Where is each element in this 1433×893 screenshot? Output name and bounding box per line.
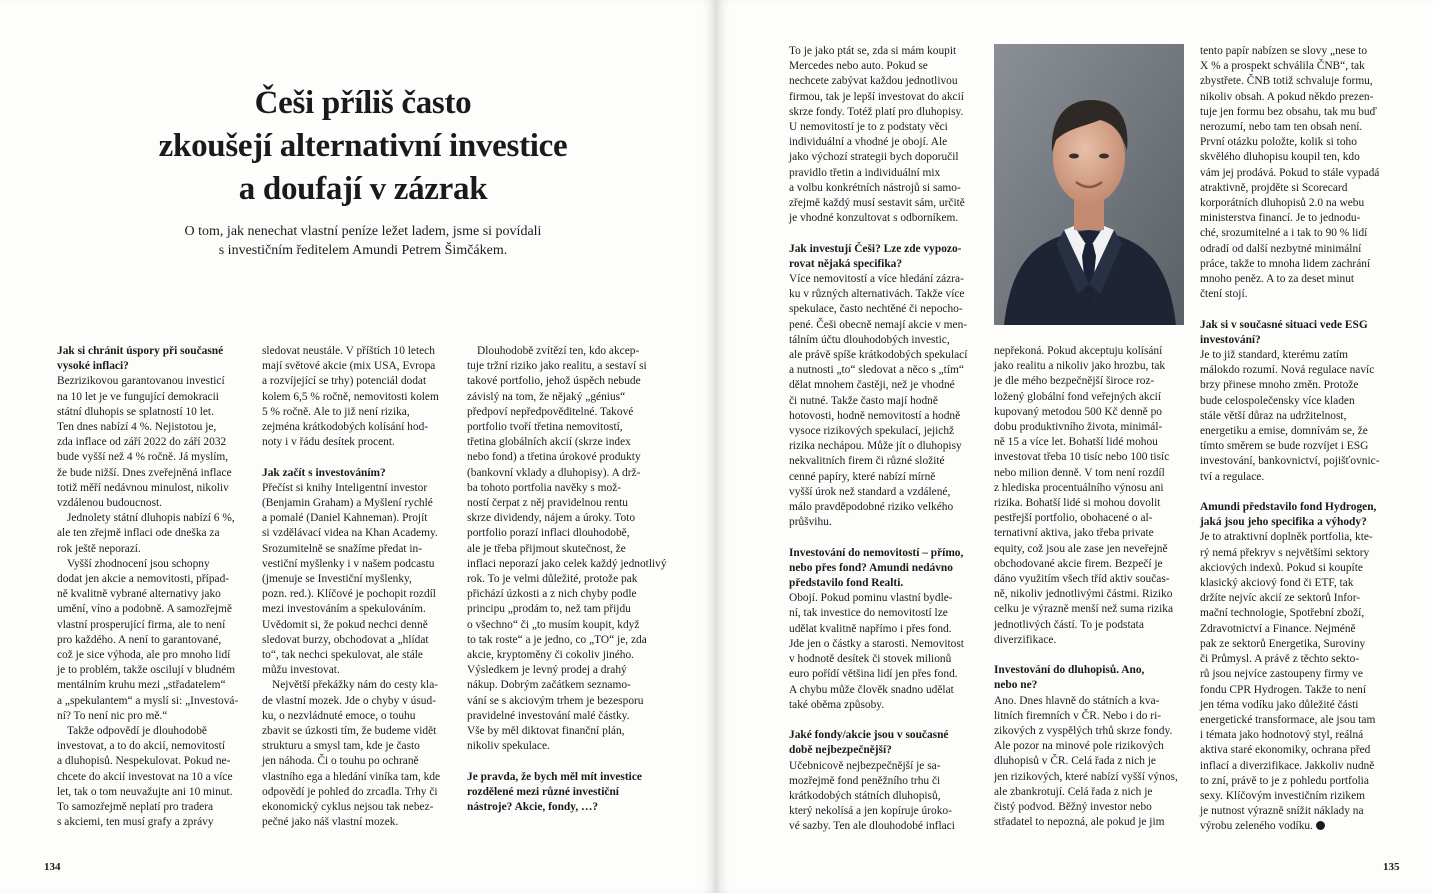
text-line: Ten dnes nabízí 4 %. Nejistotou je, (57, 421, 217, 434)
text-line: je dle mého bezpečnější široce roz- (994, 375, 1155, 388)
text-column-6 (1200, 44, 1388, 835)
text-line: zikových z vyspělých trhů skrze fondy. (994, 725, 1173, 738)
text-line: mační technologie, Spotřební zboží, (1200, 607, 1365, 620)
text-line: střadatel to nepozná, ale pokud je jim (994, 816, 1165, 829)
text-line: investování? (1200, 333, 1261, 346)
text-line: čistý podvod. Běžný investor nebo (994, 801, 1152, 814)
text-line: Výsledkem je levný prodej a drahý (467, 664, 627, 677)
text-line: Jaké fondy/akcie jsou v současné (789, 729, 949, 742)
text-line: rok. To je velmi důležité, protože pak (467, 573, 638, 586)
paragraph-spacer (994, 648, 1182, 663)
text-line: dobu produktivního života, minimál- (994, 421, 1163, 434)
text-line: pečné jako náš vlastní mozek. (262, 816, 399, 829)
text-line: i témata jako hodnotový styl, reálná (1200, 729, 1364, 742)
text-line: nekvalitních firem či různé složité (789, 455, 945, 468)
interview-answer (994, 344, 1182, 648)
lead-line: s investičním ředitelem Amundi Petrem Šimčákem. (218, 243, 508, 258)
text-line: nikoliv obsah. A pokud někdo prezen- (1200, 90, 1374, 103)
text-line: investovat, a to do akcií, nemovitostí (57, 740, 225, 753)
text-line: Je to atraktivní doplněk portfolia, kte- (1200, 531, 1373, 544)
end-of-article-icon (1316, 821, 1325, 830)
text-line: nebo ne? (994, 679, 1038, 692)
text-line: chcete do akcií investovat na 10 a více (57, 770, 233, 783)
text-line: přichází úzkosti a z nich chyby podle (467, 588, 637, 601)
text-line: inflaci neporazí jako celek každý jednotlivý (467, 557, 667, 570)
text-line: noty i v řádu desítek procent. (262, 436, 395, 449)
text-line: akciových indexů. Pokud si koupíte (1200, 561, 1363, 574)
text-line: tuje jen formu bez obsahu, tak mu buď (1200, 105, 1377, 118)
text-line: hotovosti, hodně nemovitostí a hodně (789, 409, 961, 422)
text-line: jako výchozí strategii bych doporučil (789, 151, 959, 164)
text-line: Bezrizikovou garantovanou investicí (57, 375, 225, 388)
text-line: závislý na tom, že nějaký „génius“ (467, 390, 626, 403)
interview-answer (262, 481, 450, 679)
text-line: což je sice výhoda, ale pro mnoho lidí (57, 649, 231, 662)
text-line: Jak si v současné situaci vede ESG (1200, 318, 1368, 331)
text-line: atraktivně, projděte si Scorecard (1200, 181, 1348, 194)
text-column-2 (262, 344, 450, 830)
text-line: a nutnosti „to“ sledovat a něco s „tím“ (789, 364, 964, 377)
text-line: době nejbezpečnější? (789, 744, 892, 757)
text-line: čtení stojí. (1200, 288, 1248, 301)
text-line: průšvihu. (789, 516, 832, 529)
text-line: který nekolísá a jen kopíruje úroko- (789, 805, 952, 818)
text-line: umění, víno a podobně. A samozřejmě (57, 603, 232, 616)
text-line: kupovaný metodou 500 Kč denně po (994, 405, 1162, 418)
text-line: Investování do dluhopisů. Ano, (994, 664, 1145, 677)
text-line: pravidelné investování malé částky. (467, 709, 630, 722)
text-line: Ale pozor na minové pole rizikových (994, 740, 1164, 753)
text-line: můžu investovat. (262, 664, 340, 677)
text-line: ně kvalitně vybrané alternativy jako (57, 588, 221, 601)
text-line: stále větší důraz na udržitelnost, (1200, 409, 1347, 422)
text-line: fondu CPR Hydrogen. Takže to není (1200, 683, 1367, 696)
text-line: litních firemních v ČR. Nebo i do ri- (994, 709, 1162, 722)
text-line: nákup. Dobrým začátkem seznamo- (467, 679, 631, 692)
text-line: rovat nějaká specifika? (789, 257, 903, 270)
interview-question (262, 466, 450, 481)
text-line: investovat třeba 10 tisíc nebo 100 tisíc (994, 451, 1170, 464)
text-line: zda inflace od září 2022 do září 2032 (57, 436, 227, 449)
text-line: ba tohoto portfolia navěky s mož- (467, 481, 622, 494)
paragraph-spacer (1200, 302, 1388, 317)
text-column-4 (789, 44, 977, 835)
text-line: nebo přes fond? Amundi nedávno (789, 561, 953, 574)
interview-answer (57, 557, 245, 724)
article-lead (60, 222, 666, 260)
article-title (60, 82, 666, 211)
text-line: odpovědí je pohled do zrcadla. Trhy či (262, 785, 438, 798)
text-line: X % a prospekt schválila ČNB“, tak (1200, 60, 1365, 73)
text-line: pené. Češi obecně nemají akcie v men- (789, 318, 968, 331)
text-line: tálním účtu dlouhodobých investic, (789, 333, 950, 346)
title-line: Češi příliš často (254, 85, 472, 121)
text-line: euro pořídí většina lidí jen přes fond. (789, 668, 958, 681)
text-line: Více nemovitostí a více hledání zázra- (789, 273, 964, 286)
text-line: je vhodné konzultovat s odborníkem. (789, 212, 959, 225)
interview-answer (789, 44, 977, 226)
text-line: brzy přinese mnoho změn. Protože (1200, 379, 1359, 392)
text-line: rý nemá překryv s největšími sektory (1200, 546, 1370, 559)
text-line: Obojí. Pokud pominu vlastní bydle- (789, 592, 953, 605)
text-line: skvělého dluhopisu koupil ten, kdo (1200, 151, 1360, 164)
paragraph-spacer (1200, 485, 1388, 500)
text-line: představilo fond Realti. (789, 577, 904, 590)
text-line: (bankovní vklady a dluhopisy). A drž- (467, 466, 641, 479)
text-line: vlastního ega a hledání viníka tam, kde (262, 770, 441, 783)
text-line: mozřejmě fond peněžního trhu či (789, 774, 941, 787)
text-line: zejména krátkodobých kolísání hod- (262, 421, 429, 434)
text-line: mezi investováním a spekulováním. (262, 603, 426, 616)
text-line: vé sazby. Ten ale dlouhodobé inflaci (789, 820, 955, 833)
text-line: pak ze sektorů Energetika, Suroviny (1200, 637, 1366, 650)
text-line: ložený globální fond veřejných akcií (994, 390, 1162, 403)
text-line: let, tak o tom neuvažujte ani 10 minut. (57, 785, 233, 798)
text-line: Zdravotnictví a Finance. Nejméně (1200, 622, 1356, 635)
text-line: 5 % ročně. Ale to již není rizika, (262, 405, 410, 418)
text-line: bude vyšší než 4 % ročně. Já myslím, (57, 451, 229, 464)
text-line: jen rizikových, které nabízí vyšší výnos, (994, 770, 1178, 783)
text-line: vestiční myšlenky i v našem podcastu (262, 557, 435, 570)
text-line: individuální a vhodné je obojí. Ale (789, 136, 948, 149)
interview-answer (262, 344, 450, 450)
text-line: rizika. Bohatší lidé si mohou dovolit (994, 497, 1161, 510)
text-line: a rozvíjející se trhy) potenciál dodat (262, 375, 427, 388)
interview-question (57, 344, 245, 374)
text-line: jen téma vodíku jako důležité části (1200, 698, 1359, 711)
text-line: pestřejší portfolio, obohacené o al- (994, 512, 1153, 525)
text-line: mentálním kruhu mezi „střadatelem“ (57, 679, 226, 692)
paragraph-spacer (789, 713, 977, 728)
text-line: rok ještě neporazí. (57, 542, 141, 555)
text-line: ností čerpat z něj pravidelnou rentu (467, 497, 628, 510)
text-line: obchodované akcie firem. Bezpečí je (994, 557, 1163, 570)
text-line: (Benjamin Graham) a Myšlení rychlé (262, 497, 433, 510)
text-line: portfolio porazí inflaci dlouhodobě, (467, 527, 630, 540)
text-line: dluhopisů v ČR. Celá řada z nich je (994, 755, 1156, 768)
lead-line: O tom, jak nenechat vlastní peníze ležet ladem, jsme si povídali (184, 224, 542, 239)
text-line: třetina globálních akcií (skrze index (467, 436, 631, 449)
text-line: udělat kvalitně napřímo i přes fond. (789, 622, 952, 635)
text-line: je to problém, takže oscilují v bludném (57, 664, 236, 677)
paragraph-spacer (467, 754, 655, 769)
text-line: ché, srozumitelné a i tak to 90 % lidí (1200, 227, 1368, 240)
text-line: energetiku a emise, domnívám se, že (1200, 425, 1368, 438)
text-line: jen náhoda. Či o touhu po ochraně (262, 755, 419, 768)
text-line: ale právě spíše krátkodobých spekulací (789, 349, 968, 362)
text-line: To samozřejmě neplatí pro tradera (57, 801, 214, 814)
text-column-1 (57, 344, 245, 831)
text-line: Ano. Dnes hlavně do státních a kva- (994, 694, 1160, 707)
text-line: tuje tržní riziko jako realitu, a sestaví si (467, 360, 647, 373)
left-page (0, 0, 716, 893)
text-line: nepřekoná. Pokud akceptuju kolísání (994, 345, 1163, 357)
interview-answer (262, 678, 450, 830)
text-line: jako realitu a nikoliv jako hrozbu, tak (994, 360, 1166, 373)
text-line: pravidlo třetin a individuální mix (789, 166, 941, 179)
text-line: tento papír nabízen se slovy „nese to (1200, 45, 1368, 57)
text-line: také oběma způsoby. (789, 698, 885, 711)
text-line: vám jej prodává. Pokud to stále vypadá (1200, 166, 1380, 179)
text-line: či nutné. Takže často mají hodně (789, 394, 938, 407)
text-line: výrobu zeleného vodíku. (1200, 820, 1313, 833)
text-line: ně 15 a více let. Bohatší lidé mohou (994, 436, 1158, 449)
text-line: pro každého. A není to garantované, (57, 633, 222, 646)
text-line: To je jako ptát se, zda si mám koupit (789, 45, 957, 57)
text-line: nikoliv spekulace. (467, 740, 550, 753)
text-line: skrze dividendy, nájem a úroky. Toto (467, 512, 636, 525)
text-line: Učebnicově nejbezpečnější je sa- (789, 759, 941, 772)
text-line: pozn. red.). Klíčové je pochopit rozdíl (262, 588, 436, 601)
text-line: Takže odpovědí je dlouhodobě (67, 725, 207, 738)
interview-answer (467, 344, 667, 754)
page-number-right: 135 (1383, 861, 1400, 873)
portrait-photo (994, 44, 1184, 325)
text-line: dodat jen akcie a nemovitosti, případ- (57, 573, 230, 586)
text-line: vyšší úrok než standard a vzdálené, (789, 485, 951, 498)
interview-question (467, 770, 655, 816)
text-line: ku v různých alternativách. Takže více (789, 288, 965, 301)
text-line: mají světové akcie (mix USA, Evropa (262, 360, 436, 373)
text-line: bude celospolečensky více kladen (1200, 394, 1355, 407)
text-line: práce, takže to mnoha lidem zachrání (1200, 257, 1371, 270)
text-line: A chybu může člověk snadno udělat (789, 683, 954, 696)
text-line: Jde jen o částky a starosti. Nemovitost (789, 637, 964, 650)
interview-question (789, 728, 977, 758)
text-line: a dluhopisů. Nespekulovat. Pokud ne- (57, 755, 231, 768)
interview-answer (1200, 530, 1388, 834)
text-line: diverzifikace. (994, 633, 1057, 646)
text-line: to“, tak nechci spekulovat, ale stále (262, 649, 423, 662)
text-line: Největší překážky nám do cesty kla- (272, 679, 439, 692)
text-line: ale zbankrotují. Celá řada z nich je (994, 785, 1153, 798)
interview-answer (1200, 348, 1388, 485)
text-line: tímto směrem se bude rozvíjet i ESG (1200, 440, 1369, 453)
text-line: principu „prodám to, než tam přijdu (467, 603, 631, 616)
text-line: Investování do nemovitostí – přímo, (789, 546, 964, 559)
text-line: ekonomický cyklus nejsou tak nebez- (262, 801, 434, 814)
interview-answer (994, 694, 1182, 831)
text-line: jednotlivých částí. To je podstata (994, 618, 1144, 631)
text-line: málo pravděpodobné riziko velkého (789, 501, 954, 514)
text-line: zbystřete. ČNB totiž schvaluje formu, (1200, 75, 1373, 88)
text-line: dělat mnohem častěji, než je vhodné (789, 379, 955, 392)
text-line: z hlediska procentuálního výnosu ani (994, 481, 1164, 494)
text-line: předpoví nepředpověditelné. Takové (467, 405, 634, 418)
text-line: cenné papíry, které nabízí mírně (789, 470, 936, 483)
text-line: rizika nechápou. Může jít o dluhopisy (789, 440, 962, 453)
text-line: jaká jsou jeho specifika a výhody? (1200, 516, 1367, 529)
text-line: Vše by měl diktovat finanční plán, (467, 725, 625, 738)
text-line: takové portfolio, jehož úspěch nebude (467, 375, 641, 388)
text-line: sledovat burzy, obchodovat a „hlídat (262, 633, 429, 646)
interview-question (1200, 500, 1388, 530)
text-line: Jak začít s investováním? (262, 466, 386, 479)
text-line: ku, o nezvládnuté emoce, o touhu (262, 709, 416, 722)
interview-answer (57, 724, 245, 830)
text-line: a pomalé (Daniel Kahneman). Projít (262, 512, 428, 525)
text-line: totiž měří nedávnou minulost, nikoliv (57, 481, 229, 494)
text-line: equity, což jsou ale zase jen neveřejně (994, 542, 1168, 555)
text-line: nástroje? Akcie, fondy, …? (467, 801, 599, 814)
text-line: tví a regulace. (1200, 470, 1265, 483)
text-line: sexy. Klíčovým investičním rizikem (1200, 789, 1366, 802)
text-line: krátkodobých státních dluhopisů, (789, 789, 941, 802)
text-column-3 (467, 344, 667, 815)
interview-question (994, 663, 1182, 693)
text-line: Je pravda, že bych měl mít investice (467, 770, 642, 783)
title-line: a doufají v zázrak (238, 171, 488, 207)
text-line: Přečíst si knihy Inteligentní investor (262, 481, 428, 494)
text-line: akcie, kryptoměny či cokoliv jiného. (467, 649, 635, 662)
text-line: vlastní prosperující firma, ale to není (57, 618, 226, 631)
text-line: mnoho peněz. A to za deset minut (1200, 273, 1355, 286)
text-line: vzdálenou budoucnost. (57, 497, 163, 510)
text-line: investování, bankovnictví, pojišťovnic- (1200, 455, 1380, 468)
interview-answer (57, 374, 245, 511)
text-column-5 (994, 344, 1182, 830)
text-line: že bude nižší. Dnes zveřejněná inflace (57, 466, 232, 479)
text-line: U nemovitostí je to z podstaty věci (789, 121, 948, 134)
text-line: korporátních dluhopisů 2.0 na webu (1200, 197, 1365, 210)
interview-question (789, 546, 977, 592)
text-line: skrze fondy. Totéž platí pro dluhopisy. (789, 105, 964, 118)
text-line: aktiva staré ekonomiky, ochrana před (1200, 744, 1371, 757)
text-line: si vzdělávací videa na Khan Academy. (262, 527, 438, 540)
text-line: je nutnost výrazně snížit náklady na (1200, 805, 1364, 818)
text-line: de vlastní mozek. Jde o chyby v úsud- (262, 694, 436, 707)
text-line: První otázku položte, kolik si toho (1200, 136, 1357, 149)
text-line: s akciemi, ten musí grafy a zprávy (57, 816, 214, 829)
text-line: Jak investují Češi? Lze zde vypozo- (789, 242, 962, 255)
title-line: zkoušejí alternativní investice (158, 128, 568, 164)
text-line: rů jsou nejvíce zastoupeny firmy ve (1200, 668, 1363, 681)
text-line: celku je výrazně menší než suma rizika (994, 603, 1174, 616)
text-line: portfolio tvoří třetina nemovitostí, (467, 421, 623, 434)
text-line: dáno využitím všech tříd aktiv součas- (994, 573, 1170, 586)
text-line: strukturu a smysl tam, kde je často (262, 740, 420, 753)
text-line: či Průmysl. A právě z těchto sekto- (1200, 653, 1360, 666)
text-line: klasický akciový fond či ETF, tak (1200, 577, 1354, 590)
paragraph-spacer (789, 226, 977, 241)
text-line: spekulace, často nechtěné či nepocho- (789, 303, 963, 316)
text-line: firmou, tak je lepší investovat do akcií (789, 90, 964, 103)
text-line: vání se s akciovým trhem je bezesporu (467, 694, 644, 707)
text-line: vysoce rizikových spekulací, jejichž (789, 425, 955, 438)
text-line: Dlouhodobě zvítězí ten, kdo akcep- (477, 345, 640, 357)
text-line: vysoké inflaci? (57, 360, 129, 373)
text-line: to zní, právě to je z pohledu portfolia (1200, 774, 1369, 787)
interview-answer (789, 759, 977, 835)
interview-answer (1200, 44, 1388, 302)
text-line: ně, nikoliv jednotlivými částmi. Riziko (994, 588, 1173, 601)
text-line: zřejmě každý musí sestavit sám, určitě (789, 197, 965, 210)
text-line: Jak si chránit úspory při současné (57, 345, 224, 357)
text-line: ní? To není nic pro mě.“ (57, 709, 168, 722)
text-line: nechcete zabývat každou jednotlivou (789, 75, 958, 88)
page-number-left: 134 (44, 861, 61, 873)
text-line: zbavit se úzkosti tím, že budeme vidět (262, 725, 437, 738)
text-line: odradí od další nezbytné minimální (1200, 242, 1362, 255)
text-line: ternativní aktiva, jako třeba private (994, 527, 1154, 540)
text-line: Amundi představilo fond Hydrogen, (1200, 501, 1377, 514)
text-line: a volbu konkrétních nástrojů si samo- (789, 181, 961, 194)
text-line: v hodnotě desítek či stovek milionů (789, 653, 952, 666)
text-line: ale ten zřejmě inflaci ode dneška za (57, 527, 220, 540)
text-line: státní dluhopis se splatností 10 let. (57, 405, 214, 418)
paragraph-spacer (262, 450, 450, 465)
text-line: Vyšší zhodnocení jsou schopny (67, 557, 210, 570)
text-line: nebo fond) a třetina úrokové produkty (467, 451, 641, 464)
text-line: inflací a diverzifikace. Jakkoliv nudně (1200, 759, 1375, 772)
text-line: nerozumí, nebo tam ten obsah není. (1200, 121, 1363, 134)
text-line: Jednolety státní dluhopis nabízí 6 %, (67, 512, 235, 525)
text-line: rozdělené mezi různé investiční (467, 785, 619, 798)
text-line: (jmenuje se Investiční myšlenky, (262, 573, 412, 586)
text-line: držíte nejvíc akcií ze sektorů Infor- (1200, 592, 1361, 605)
paragraph-spacer (789, 530, 977, 545)
text-line: ní, tak investice do nemovitostí lze (789, 607, 948, 620)
text-line: ale je třeba přijmout skutečnost, že (467, 542, 626, 555)
interview-question (789, 242, 977, 272)
text-line: to tak roste“ a je jedno, co „TO“ je, zda (467, 633, 647, 646)
text-line: o všechno“ či „to musím koupit, když (467, 618, 640, 631)
interview-question (1200, 318, 1388, 348)
text-line: ministerstva financí. Je to jednodu- (1200, 212, 1361, 225)
text-line: Je to již standard, kterému zatím (1200, 349, 1349, 362)
text-line: sledovat neustále. V příštích 10 letech (262, 345, 435, 357)
interview-answer (57, 511, 245, 557)
text-line: na 10 let je ve fungující demokracii (57, 390, 219, 403)
text-line: kolem 6,5 % ročně, nemovitosti kolem (262, 390, 439, 403)
text-line: málokdo rozumí. Nová regulace navíc (1200, 364, 1375, 377)
text-line: Srozumitelně se snažíme předat in- (262, 542, 423, 555)
interview-answer (789, 272, 977, 530)
portrait-illustration (994, 44, 1184, 325)
text-line: Uvědomit si, že pokud nechci denně (262, 618, 428, 631)
text-line: energetické transformace, ale jsou tam (1200, 713, 1376, 726)
text-line: a „spekulantem“ a myslí si: „Investová- (57, 694, 239, 707)
interview-answer (789, 591, 977, 713)
text-line: Mercedes nebo auto. Pokud se (789, 60, 928, 73)
text-line: nebo milion denně. V tom není rozdíl (994, 466, 1165, 479)
